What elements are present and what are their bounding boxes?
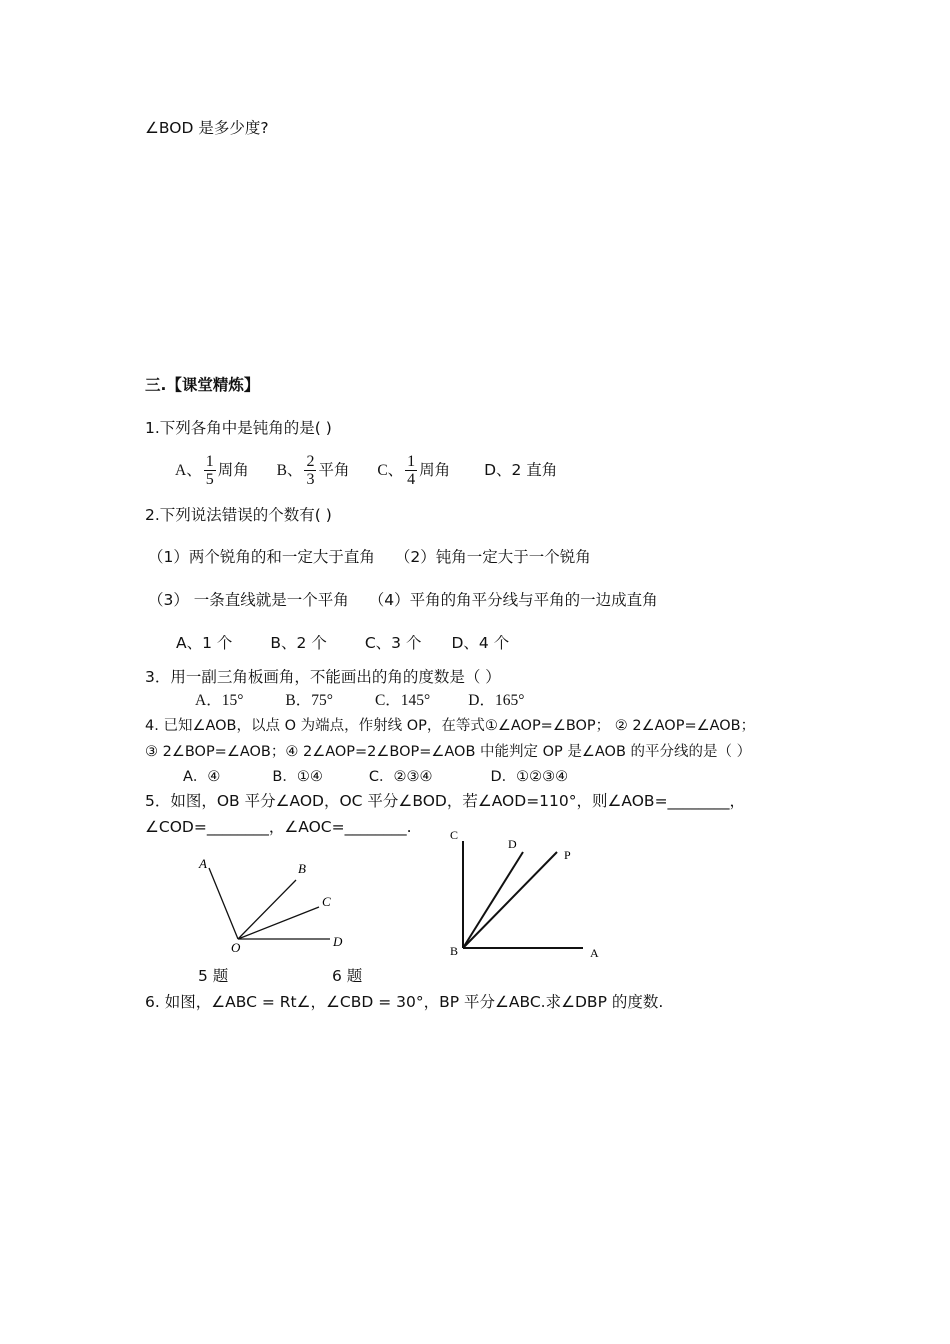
q2-statement-4: （4）平角的角平分线与平角的一边成直角: [368, 591, 658, 609]
q2-option-b: B、2 个: [270, 634, 327, 652]
fig6-label-p: P: [564, 848, 571, 862]
fig6-label-b: B: [450, 944, 459, 958]
q5-line-2: ∠COD=________，∠AOC=________.: [145, 818, 412, 836]
q4-option-c: C．②③④: [368, 769, 433, 785]
q2-statement-3: （3） 一条直线就是一个平角: [148, 591, 349, 609]
q4-option-a: A．④: [183, 769, 221, 785]
q1-option-c-label: C、: [377, 462, 404, 479]
q1-option-a-unit: 周角: [217, 461, 249, 479]
ray-oc: [238, 907, 319, 939]
q2-option-d: D、4 个: [451, 634, 510, 652]
fig6-label-c: C: [450, 828, 459, 842]
q3-options: [195, 691, 524, 711]
q2-stem: 2.下列说法错误的个数有( ): [145, 506, 332, 524]
q2-option-c: C、3 个: [364, 634, 422, 652]
q6-stem: 6. 如图，∠ABC = Rt∠，∠CBD = 30°，BP 平分∠ABC.求∠DBP 的度数.: [145, 993, 664, 1011]
q2-options: [176, 633, 509, 653]
fig5-label-c: C: [322, 894, 331, 909]
q2-option-a: A、1 个: [176, 634, 233, 652]
q2-statements-row1: [148, 547, 591, 567]
fig5-caption: 5 题: [198, 967, 229, 985]
fig5-label-b: B: [298, 861, 306, 876]
q4-line-1: 4. 已知∠AOB，以点 O 为端点，作射线 OP，在等式①∠AOP=∠BOP； ② 2∠AOP=∠AOB；: [145, 718, 756, 734]
q2-statement-2: （2）钝角一定大于一个锐角: [394, 548, 591, 566]
q1-option-b-fraction: $\frac{2}{3}$: [306, 453, 315, 488]
ray-oa: [209, 868, 238, 939]
q2-statement-1: （1）两个锐角的和一定大于直角: [148, 548, 375, 566]
ray-ob: [238, 880, 296, 939]
fig6-label-a: A: [590, 946, 599, 960]
figure-5: [195, 850, 365, 960]
ray-bd: [463, 852, 523, 948]
ray-bp: [463, 852, 557, 948]
q1-option-b-unit: 平角: [318, 461, 350, 479]
fig6-label-d: D: [508, 837, 517, 851]
q1-option-d: D、2 直角: [484, 461, 558, 479]
q4-options: [183, 767, 568, 787]
top-question: ∠BOD 是多少度?: [145, 119, 269, 137]
q4-option-d: D．①②③④: [490, 769, 569, 785]
q1-option-c-fraction: $\frac{1}{4}$: [407, 453, 416, 488]
q3-option-b: B．75°: [285, 692, 333, 709]
q1-option-b-label: B、: [276, 462, 303, 479]
q1-option-c-unit: 周角: [419, 461, 451, 479]
section-title: 三.【课堂精炼】: [145, 376, 260, 394]
q1-options: [175, 452, 557, 489]
q1-option-a-label: A、: [175, 462, 202, 479]
fig5-label-a: A: [199, 856, 207, 871]
figure-6: [440, 825, 610, 965]
fig5-label-o: O: [231, 940, 241, 955]
q1-stem: 1.下列各角中是钝角的是( ): [145, 419, 332, 437]
q3-option-d: D．165°: [468, 692, 525, 709]
q3-stem: 3．用一副三角板画角，不能画出的角的度数是（ ）: [145, 668, 501, 686]
q4-line-2: ③ 2∠BOP=∠AOB；④ 2∠AOP=2∠BOP=∠AOB 中能判定 OP 是∠AOB 的平分线的是（ ）: [145, 744, 752, 760]
q5-line-1: 5．如图，OB 平分∠AOD，OC 平分∠BOD，若∠AOD=110°，则∠AOB=________，: [145, 792, 746, 810]
q3-option-c: C．145°: [374, 692, 431, 709]
fig6-caption: 6 题: [332, 967, 363, 985]
q2-statements-row2: [148, 590, 658, 610]
q1-option-a-fraction: $\frac{1}{5}$: [205, 453, 214, 488]
q4-option-b: B．①④: [272, 769, 323, 785]
fig5-label-d: D: [333, 934, 343, 949]
q3-option-a: A．15°: [195, 692, 244, 709]
